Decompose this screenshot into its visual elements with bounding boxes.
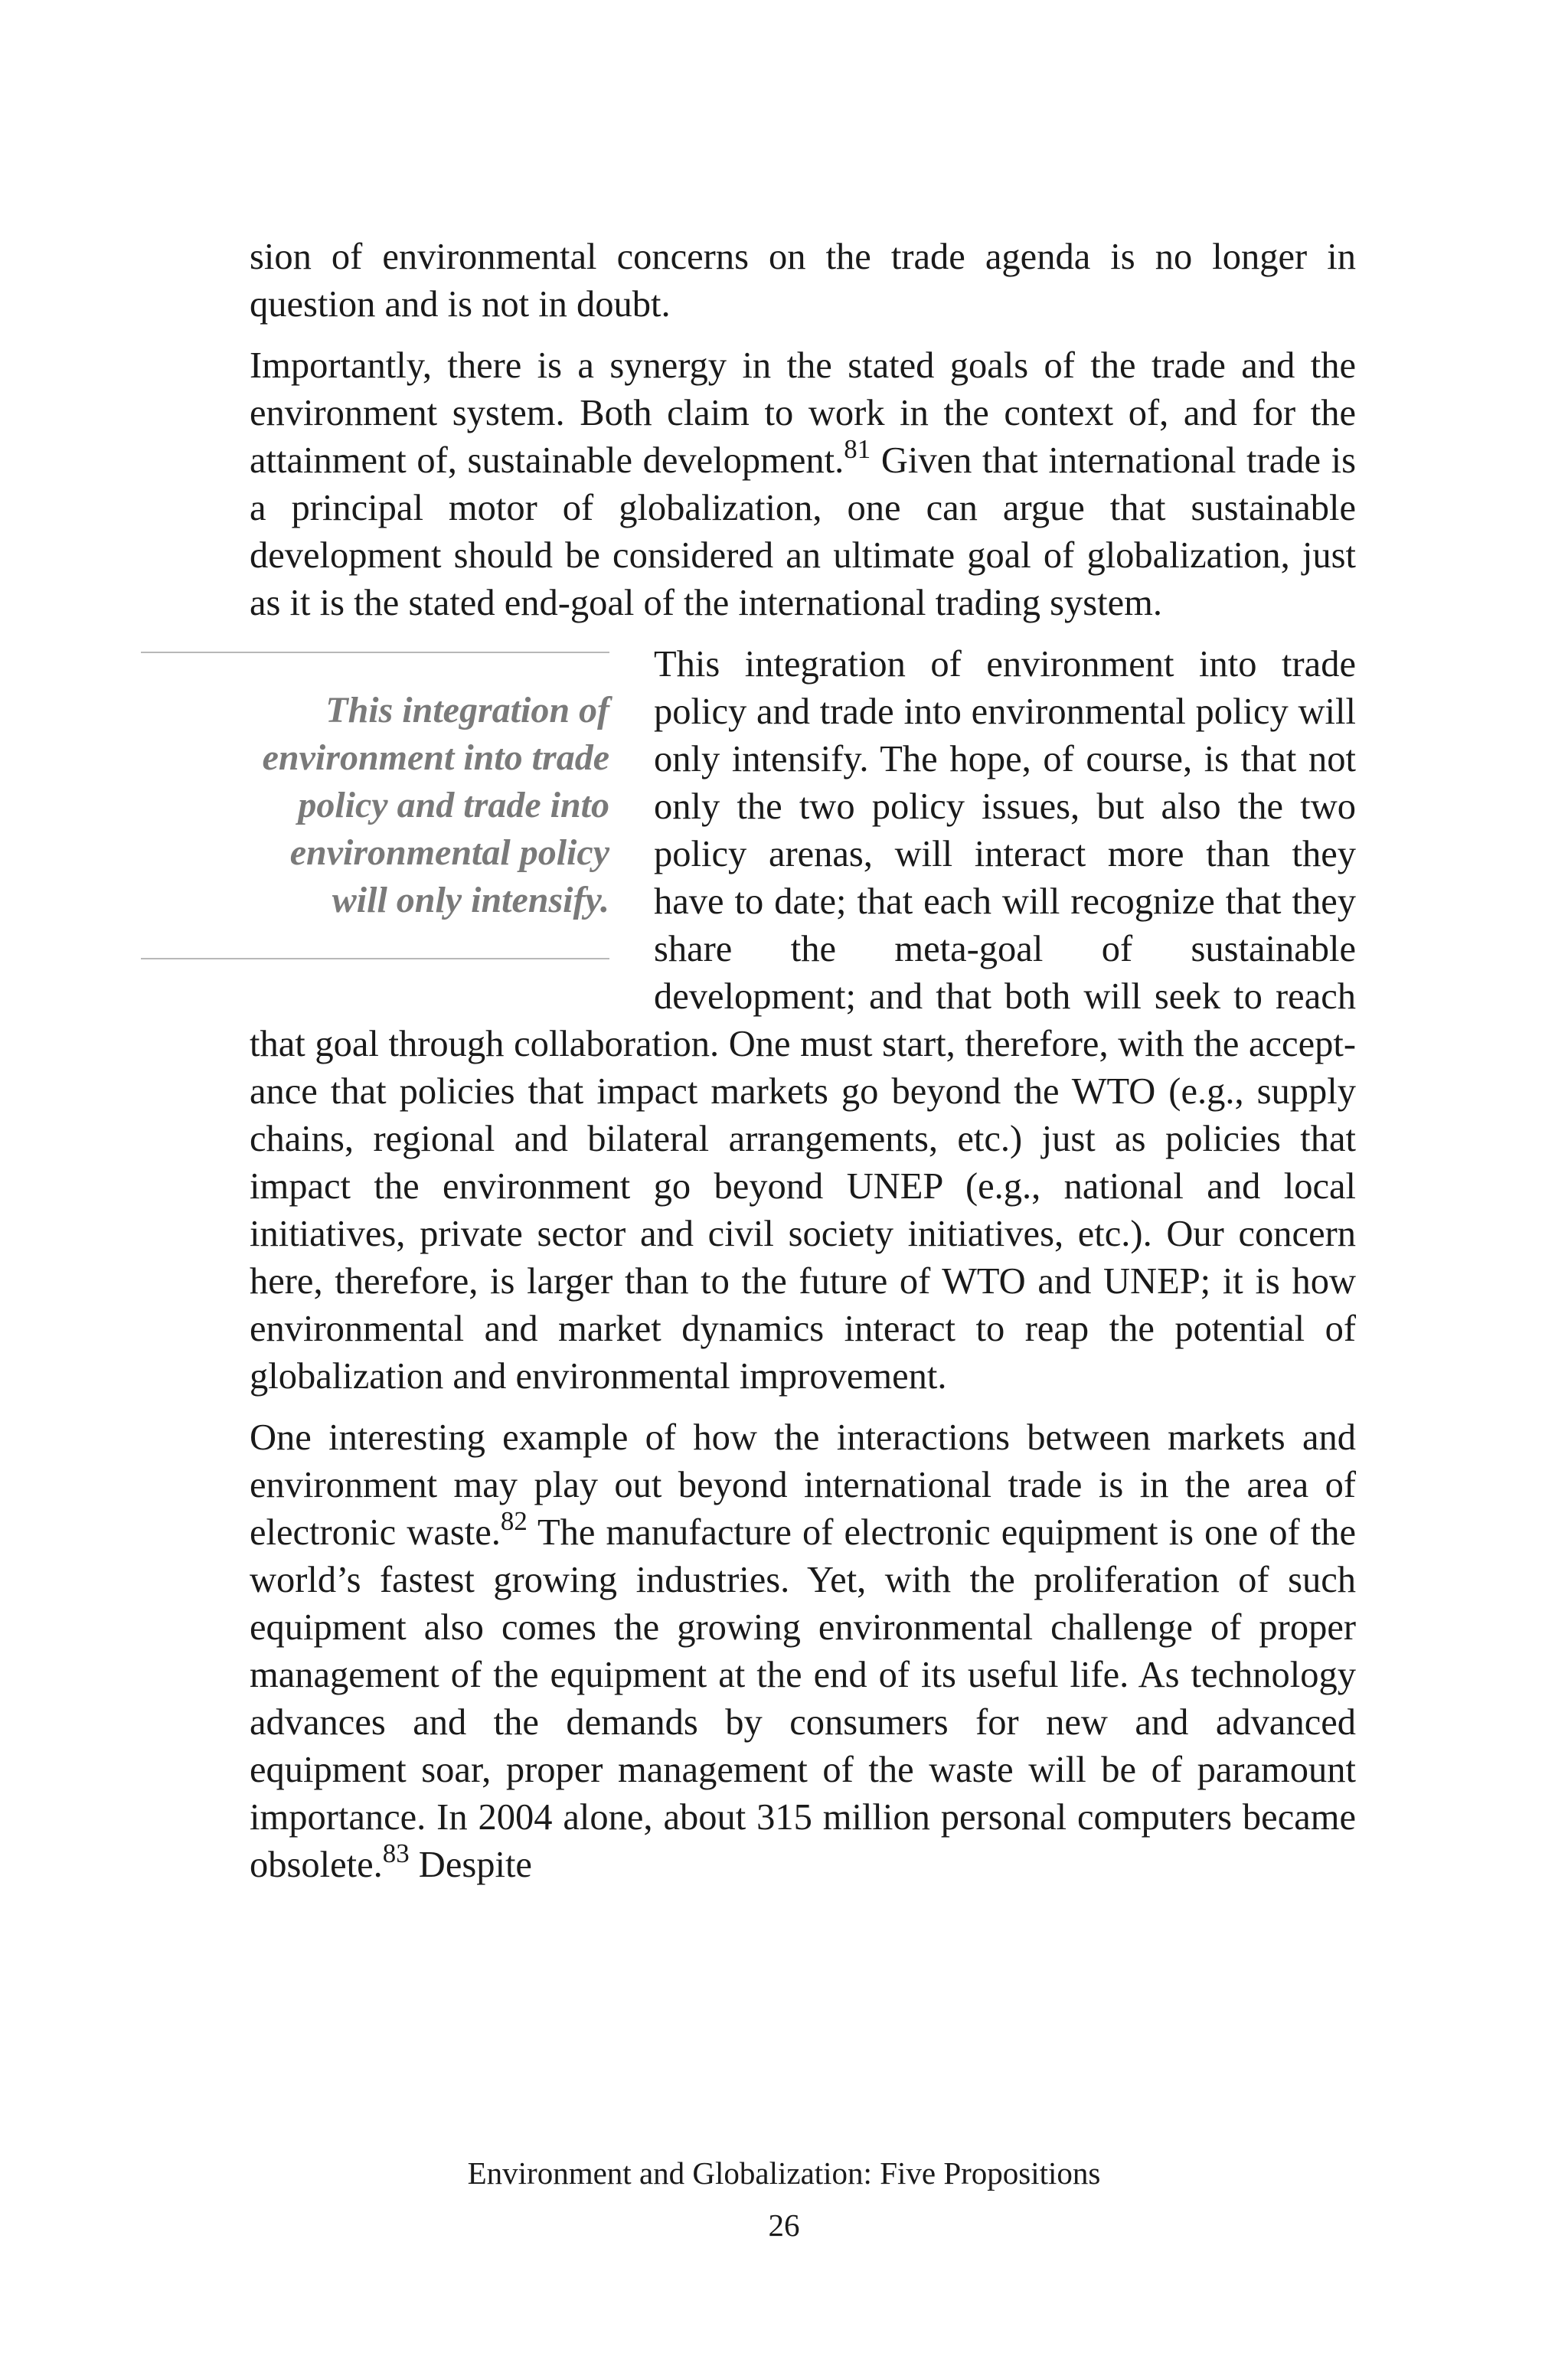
footnote-ref-83[interactable]: 83 xyxy=(382,1838,410,1868)
pull-quote-text: This integration of environment into trade policy and trade into environmental policy will only intensify. xyxy=(262,690,609,920)
page-number: 26 xyxy=(768,2208,800,2243)
paragraph-1: sion of environmental concerns on the trade agenda is no longer in question and is not in doubt. xyxy=(250,237,1356,325)
body-text-column xyxy=(250,234,1356,1903)
running-footer-title: Environment and Globalization: Five Propositions xyxy=(467,2155,1101,2191)
paragraph-2-text-b: Given that international trade is a principal motor of globalization, one can argue that sustainable development should be considered an ultimate goal of globalization, just as it is the stated end-goal of the international trading system. xyxy=(250,440,1356,623)
paragraph-2 xyxy=(250,342,1356,627)
paragraph-4-text-a: One interesting example of how the interactions between markets and environment may play out beyond international trade is in the area of electronic waste. xyxy=(250,1417,1356,1553)
footnote-ref-81[interactable]: 81 xyxy=(844,433,871,464)
paragraph-4-text-b: The manufacture of electronic equipment is one of the world’s fastest growing industries. Yet, with the proliferation of such equipment also comes the growing environmental challenge of proper management of the equipment at the end of its useful life. As technology advances and the demands by consumers for new and advanced equipment soar, proper management of the waste will be of paramount importance. In 2004 alone, about 315 million personal computers became obsolete. xyxy=(250,1512,1357,1885)
footnote-ref-82[interactable]: 82 xyxy=(500,1505,528,1536)
paragraph-4 xyxy=(250,1414,1356,1889)
paragraph-3: This integration of environment into trade policy and trade into environmental policy will only intensify. The hope, of course, is that not only the two policy issues, but also the two policy arenas, will interact more than they have to date; that each will recognize that they share the meta-goal of sustainable development; and that both will seek to reach that goal through collaboration. One must start, therefore, with the acceptance that policies that impact markets go beyond the WTO (e.g., supply chains, regional and bilateral arrangements, etc.) just as policies that impact the environment go beyond UNEP (e.g., national and local initiatives, private sector and civil society initiatives, etc.). Our concern here, therefore, is larger than to the future of WTO and UNEP; it is how environmental and market dynamics interact to reap the potential of globalization and environmental improvement. xyxy=(250,644,1356,1397)
pull-quote xyxy=(141,652,609,959)
paragraph-2-text-a: Importantly, there is a synergy in the stated goals of the trade and the environment system. Both claim to work in the context of, and for the attainment of, sustainable development. xyxy=(250,345,1356,481)
paragraph-4-text-c: Despite xyxy=(409,1845,532,1885)
